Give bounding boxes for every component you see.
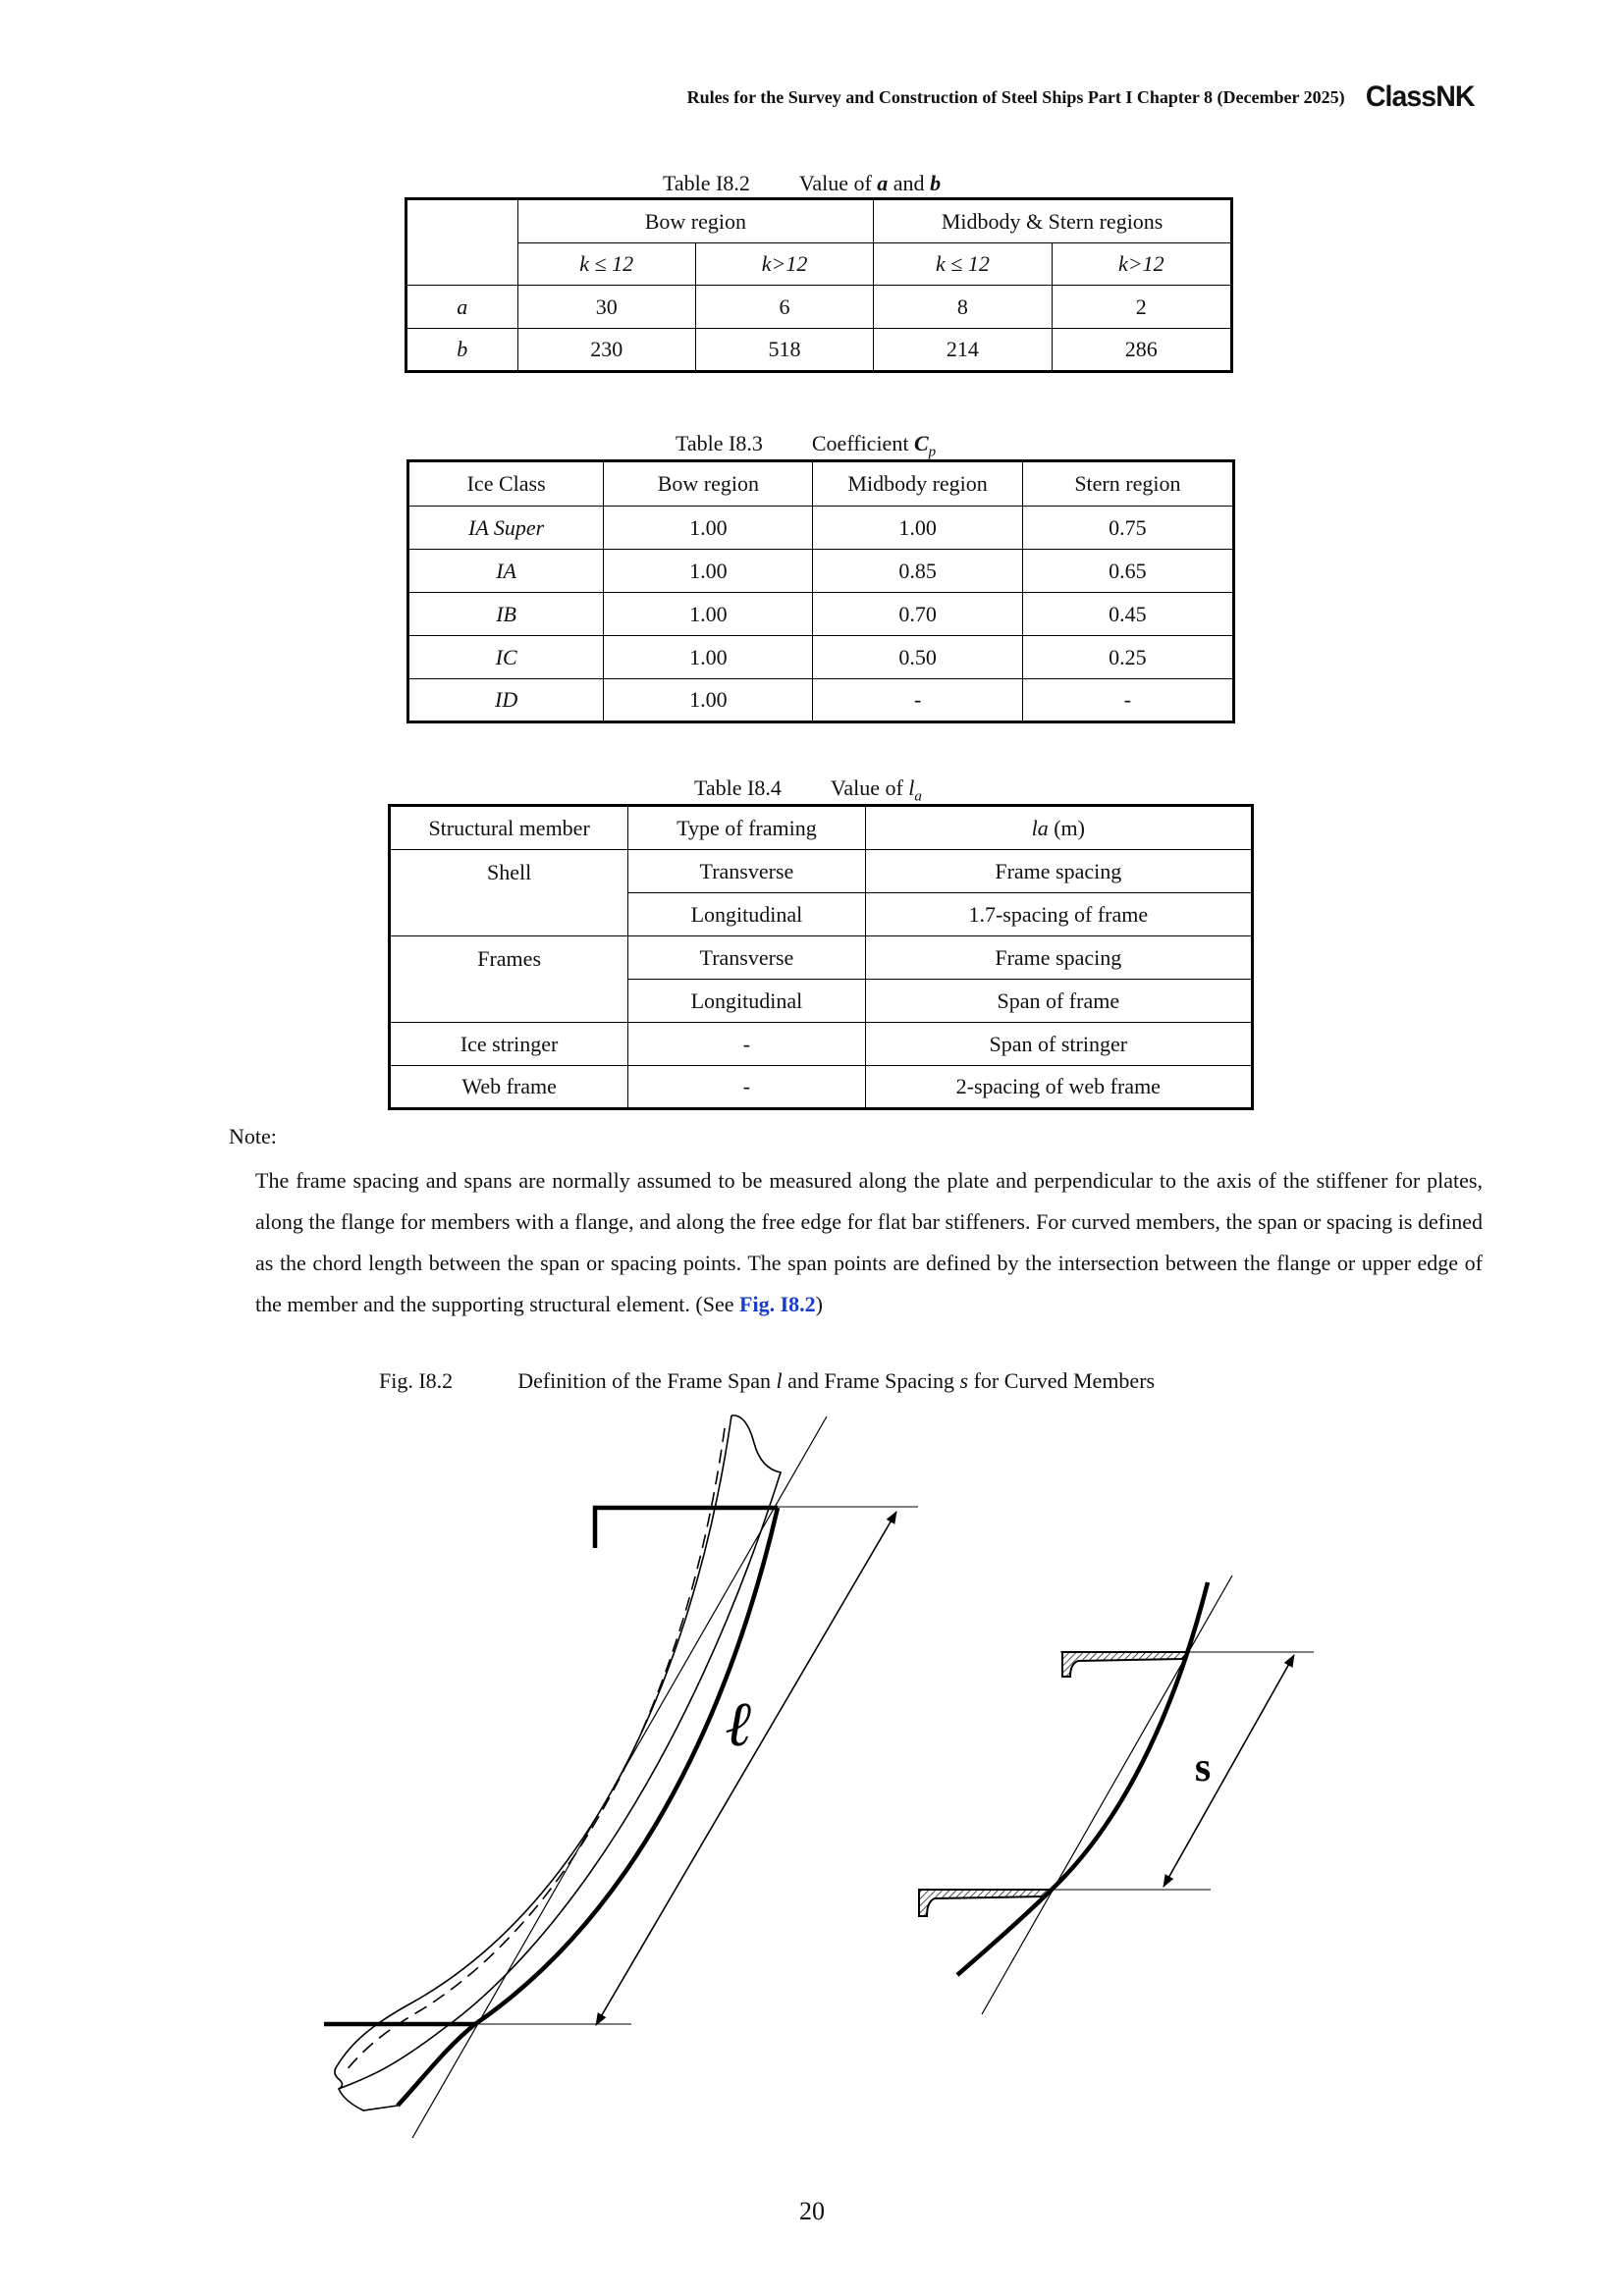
table-i84-title-prefix: Value of <box>830 775 909 800</box>
table-i83-title-sub: p <box>928 444 937 460</box>
table-i83-ice-class: IC <box>408 636 604 679</box>
table-i83-cell: 0.85 <box>813 550 1022 593</box>
table-i82-var-a: a <box>877 171 889 195</box>
table-i83-label: Table I8.3 <box>676 431 763 455</box>
table-i82-label: Table I8.2 <box>663 171 750 195</box>
note-close: ) <box>815 1292 823 1316</box>
table-i83-ice-class: IA Super <box>408 507 604 550</box>
figure-label: Fig. I8.2 <box>379 1368 454 1393</box>
table-i82-cell: 30 <box>517 286 695 329</box>
upper-stiffener <box>1062 1652 1188 1677</box>
table-i83-cell: - <box>1022 679 1233 722</box>
frame-broken-end <box>335 2066 398 2110</box>
figure-title-c: for Curved Members <box>968 1368 1156 1393</box>
table-i84-member: Frames <box>390 936 628 1023</box>
table-i83-header: Ice Class <box>408 461 604 507</box>
table-i83-cell: 0.50 <box>813 636 1022 679</box>
table-i84-member: Ice stringer <box>390 1023 628 1066</box>
table-i84-framing: - <box>628 1023 865 1066</box>
header-title: Rules for the Survey and Construction of Steel Ships Part I Chapter 8 (December 2025) <box>686 86 1345 107</box>
table-i83-cell: 1.00 <box>604 636 813 679</box>
table-i84-value: 2-spacing of web frame <box>865 1066 1252 1109</box>
span-symbol-label: ℓ <box>726 1689 753 1759</box>
table-i84-value: Span of frame <box>865 980 1252 1023</box>
page-number: 20 <box>799 2197 825 2225</box>
table-i82-sub-header: k ≤ 12 <box>517 243 695 286</box>
table-i84-value: Frame spacing <box>865 850 1252 893</box>
note-label: Note: <box>229 1124 277 1148</box>
table-i82-cell: 2 <box>1052 286 1231 329</box>
table-i84-value: 1.7-spacing of frame <box>865 893 1252 936</box>
figure-title-a: Definition of the Frame Span <box>517 1368 777 1393</box>
table-i83-cell: 0.65 <box>1022 550 1233 593</box>
frame-spacing-diagram <box>918 1575 1314 2014</box>
table-i83-ice-class: ID <box>408 679 604 722</box>
table-i83-cell: 1.00 <box>604 593 813 636</box>
table-i84-label: Table I8.4 <box>694 775 782 800</box>
table-i83-header: Bow region <box>604 461 813 507</box>
note-body: The frame spacing and spans are normally assumed to be measured along the plate and perpendicular to the axis of the stiffener for plates, along the flange for members with a flange, and along the free edge for flat bar stiffeners. For curved members, the span or spacing is defined as the chord length between the span or spacing points. The span points are defined by the intersection between the flange or upper edge of the member and the supporting structural element. (See <box>255 1168 1483 1316</box>
table-i84-framing: Longitudinal <box>628 893 865 936</box>
table-i84-framing: Longitudinal <box>628 980 865 1023</box>
table-i84-value: Span of stringer <box>865 1023 1252 1066</box>
classnk-logo: ClassNK <box>1365 80 1475 113</box>
table-i82-cell: 286 <box>1052 329 1231 372</box>
table-i82-sub-header: k>12 <box>1052 243 1231 286</box>
table-i83-header: Midbody region <box>813 461 1022 507</box>
fig-i82-reference-link[interactable]: Fig. I8.2 <box>739 1292 816 1316</box>
spacing-symbol-label: s <box>1194 1745 1212 1790</box>
figure-var-s: s <box>959 1368 969 1393</box>
table-i83-ice-class: IA <box>408 550 604 593</box>
spacing-chord-line <box>982 1575 1232 2014</box>
table-i83-cell: 0.70 <box>813 593 1022 636</box>
table-i82-sub-header: k>12 <box>695 243 873 286</box>
table-i83-cell: 1.00 <box>604 550 813 593</box>
table-i84-framing: Transverse <box>628 936 865 980</box>
table-i82-group-header: Bow region <box>517 199 874 243</box>
frame-outer-edge <box>337 1415 731 2066</box>
table-i83-ice-class: IB <box>408 593 604 636</box>
figure-var-l: l <box>776 1368 783 1393</box>
table-i82-var-b: b <box>930 171 942 195</box>
table-i82-and: and <box>888 171 931 195</box>
table-i84-value: Frame spacing <box>865 936 1252 980</box>
spacing-shell-curve <box>957 1582 1208 1975</box>
span-dimension-arrow <box>596 1512 896 2025</box>
table-i82-cell: 8 <box>874 286 1052 329</box>
table-i83-title-var: C <box>913 431 929 455</box>
table-i84-header-la: la <box>1031 815 1049 840</box>
table-i83-cell: 0.45 <box>1022 593 1233 636</box>
table-i84-framing: Transverse <box>628 850 865 893</box>
table-i83-cell: 0.75 <box>1022 507 1233 550</box>
table-i82-cell: 518 <box>695 329 873 372</box>
table-i84-member: Shell <box>390 850 628 936</box>
table-i82-cell: 230 <box>517 329 695 372</box>
table-i82-cell: 6 <box>695 286 873 329</box>
table-i83-cell: 1.00 <box>813 507 1022 550</box>
table-i82-group-header: Midbody & Stern regions <box>874 199 1232 243</box>
table-i83-cell: 1.00 <box>604 507 813 550</box>
table-i84-framing: - <box>628 1066 865 1109</box>
table-i83-cell: 0.25 <box>1022 636 1233 679</box>
frame-web-outline <box>339 1415 781 2089</box>
table-i84-header: Structural member <box>390 806 628 850</box>
table-i82-cell: 214 <box>874 329 1052 372</box>
table-i83-title-prefix: Coefficient <box>811 431 914 455</box>
table-i84-title-sub: a <box>914 788 922 805</box>
frame-span-diagram <box>324 1415 918 2138</box>
table-i82-row-name: a <box>406 286 518 329</box>
table-i83-cell: 1.00 <box>604 679 813 722</box>
table-i82-row-name: b <box>406 329 518 372</box>
table-i82-sub-header: k ≤ 12 <box>874 243 1052 286</box>
table-i84-header: Type of framing <box>628 806 865 850</box>
table-i82-title-prefix: Value of <box>798 171 878 195</box>
table-i83-cell: - <box>813 679 1022 722</box>
table-i84-member: Web frame <box>390 1066 628 1109</box>
table-i83-header: Stern region <box>1022 461 1233 507</box>
table-i84-header-unit: (m) <box>1054 815 1085 840</box>
upper-support-flange <box>595 1508 778 1548</box>
figure-title-b: and Frame Spacing <box>782 1368 960 1393</box>
table-i84-title-var: l <box>908 775 915 800</box>
shell-plate-curve <box>398 1508 778 2106</box>
spacing-dimension-arrow <box>1164 1655 1294 1887</box>
